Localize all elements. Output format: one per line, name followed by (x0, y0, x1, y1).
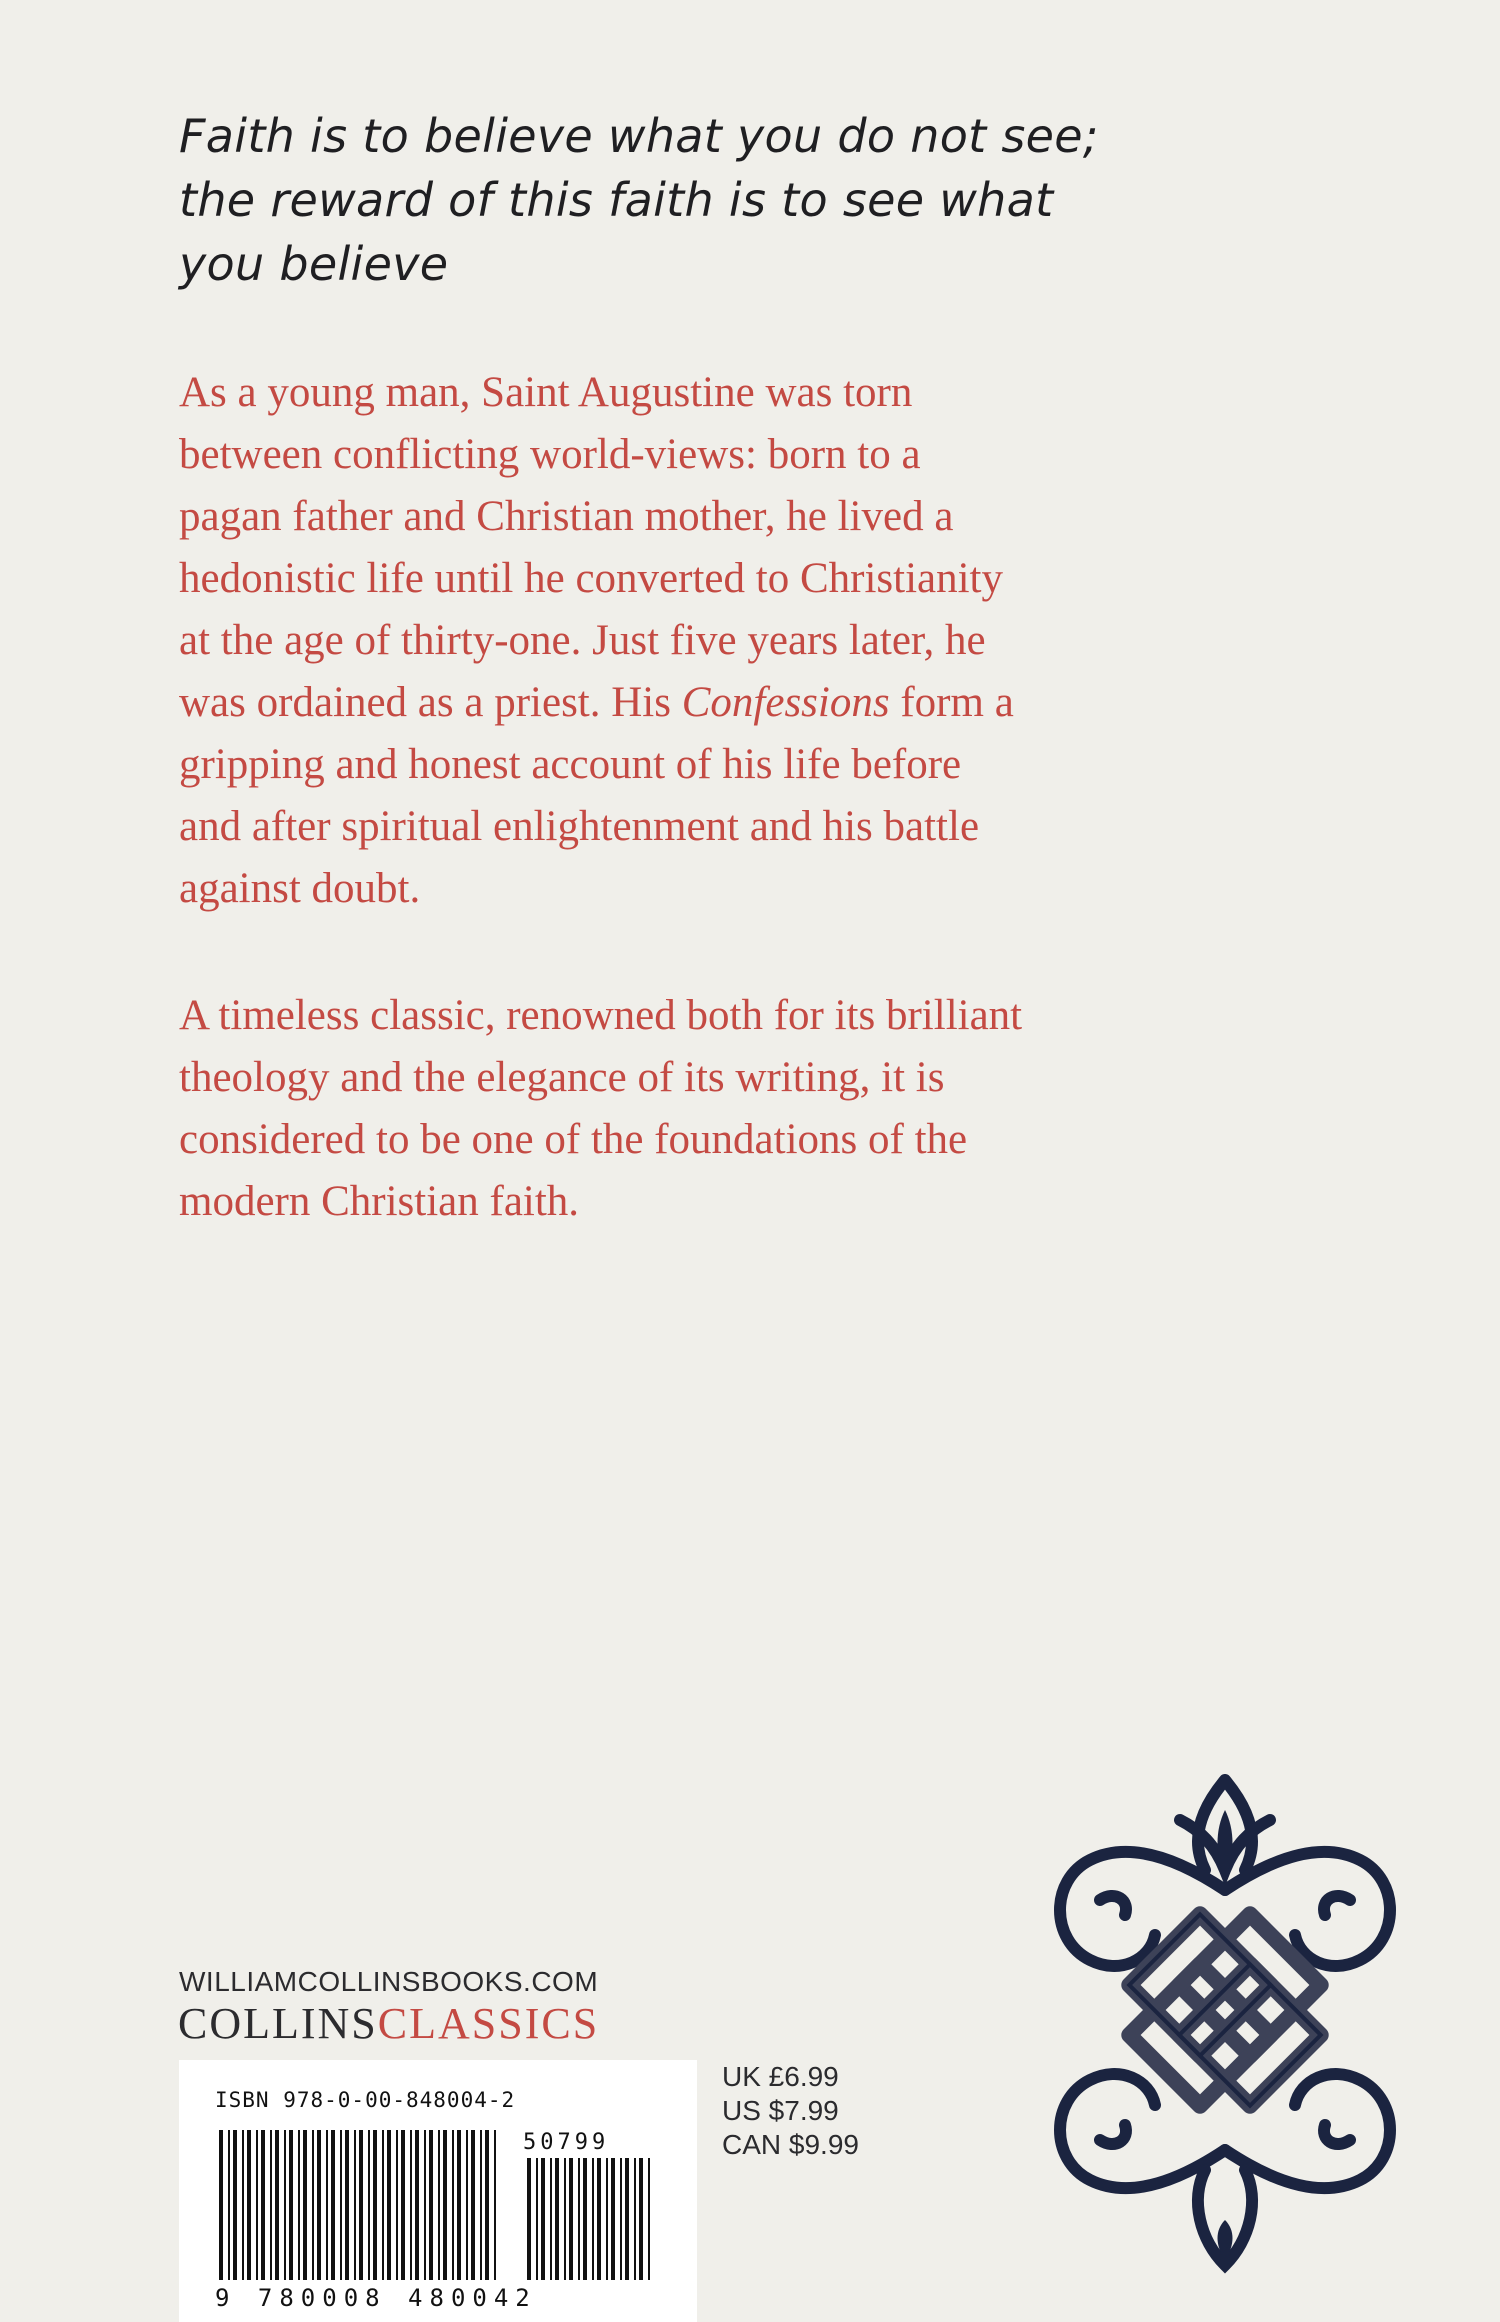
barcode-bar (620, 2158, 622, 2280)
barcode-bar (270, 2130, 272, 2280)
barcode-addon-digits: 50799 (523, 2130, 610, 2155)
barcode-bar (382, 2130, 384, 2280)
barcode-bar (634, 2158, 636, 2280)
barcode-bar (611, 2158, 615, 2280)
imprint-logo (178, 1998, 599, 2049)
epigraph-quote (179, 104, 1179, 296)
blurb-line: against doubt. (179, 865, 421, 912)
barcode-bar (471, 2130, 475, 2280)
barcode-bar (443, 2130, 447, 2280)
barcode-bar (345, 2130, 349, 2280)
barcode-bar (578, 2158, 580, 2280)
barcode-bar (541, 2158, 545, 2280)
barcode-bar (359, 2130, 363, 2280)
blurb-line: modern Christian faith. (179, 1178, 580, 1225)
barcode-bar (592, 2158, 594, 2280)
barcode-bar (606, 2158, 608, 2280)
barcode-bar (564, 2158, 566, 2280)
isbn-number: ISBN 978-0-00-848004-2 (215, 2088, 516, 2112)
barcode-bar (256, 2130, 258, 2280)
barcode-bar (648, 2158, 650, 2280)
barcode-bar (597, 2158, 601, 2280)
blurb-paragraph-1 (179, 362, 1179, 920)
blurb-line: As a young man, Saint Augustine was torn (179, 369, 913, 416)
blurb-line: theology and the elegance of its writing, it is (179, 1054, 945, 1101)
blurb-line: pagan father and Christian mother, he lived a (179, 493, 954, 540)
price-uk: UK £6.99 (722, 2061, 839, 2092)
celtic-knot-ornament-icon (1030, 1750, 1420, 2290)
barcode-bar (536, 2158, 538, 2280)
price-us: US $7.99 (722, 2095, 839, 2126)
barcode-panel (179, 2060, 697, 2322)
barcode-bar (639, 2158, 643, 2280)
barcode-bar (480, 2130, 482, 2280)
blurb-text: was ordained as a priest. His (179, 679, 682, 726)
blurb-text: form a (889, 679, 1014, 726)
barcode-bar (233, 2130, 237, 2280)
quote-line: you believe (179, 237, 449, 291)
barcode-bar (583, 2158, 587, 2280)
blurb-line: at the age of thirty-one. Just five years later, he (179, 617, 986, 664)
blurb-line: gripping and honest account of his life before (179, 741, 962, 788)
barcode-bar (284, 2130, 286, 2280)
price-can: CAN $9.99 (722, 2129, 859, 2160)
barcode-bar (410, 2130, 412, 2280)
barcode-bar (340, 2130, 342, 2280)
barcode-bar (424, 2130, 426, 2280)
publisher-website: WILLIAMCOLLINSBOOKS.COM (179, 1966, 599, 1997)
blurb-line: and after spiritual enlightenment and his battle (179, 803, 980, 850)
barcode-bar (415, 2130, 419, 2280)
barcode-bar (625, 2158, 629, 2280)
barcode-bar (429, 2130, 433, 2280)
barcode-bar (485, 2130, 489, 2280)
barcode-bar (401, 2130, 405, 2280)
barcode-bar (261, 2130, 265, 2280)
barcode-bar (219, 2130, 223, 2280)
barcode-bar (438, 2130, 440, 2280)
blurb-line: considered to be one of the foundations of the (179, 1116, 968, 1163)
barcode-bar (331, 2130, 335, 2280)
imprint-classics: CLASSICS (377, 1999, 600, 2048)
barcode-bar (466, 2130, 468, 2280)
barcode-bar (527, 2158, 531, 2280)
price-list (722, 2060, 859, 2162)
barcode-bar (457, 2130, 461, 2280)
blurb-line (179, 672, 1179, 734)
barcode-bar (550, 2158, 552, 2280)
quote-line: Faith is to believe what you do not see; (179, 109, 1099, 163)
barcode-bar (494, 2130, 496, 2280)
barcode-bar (569, 2158, 573, 2280)
barcode-bar (373, 2130, 377, 2280)
barcode-bar (326, 2130, 328, 2280)
barcode-digits: 9 780008 480042 (215, 2284, 537, 2312)
blurb-line: A timeless classic, renowned both for its brilliant (179, 992, 1023, 1039)
barcode-bar (275, 2130, 279, 2280)
barcode-bar (368, 2130, 370, 2280)
quote-line: the reward of this faith is to see what (179, 173, 1054, 227)
barcode-bar (387, 2130, 391, 2280)
barcode-bar (298, 2130, 300, 2280)
barcode-bar (247, 2130, 251, 2280)
barcode-bar (396, 2130, 398, 2280)
barcode-bar (289, 2130, 293, 2280)
imprint-collins: COLLINS (178, 1999, 378, 2048)
blurb-line: hedonistic life until he converted to Christianity (179, 555, 1003, 602)
barcode-bar (312, 2130, 314, 2280)
barcode-bar (354, 2130, 356, 2280)
book-title-italic: Confessions (681, 679, 890, 726)
barcode-bar (317, 2130, 321, 2280)
blurb-line: between conflicting world-views: born to a (179, 431, 921, 478)
barcode-bar (452, 2130, 454, 2280)
blurb-paragraph-2 (179, 985, 1179, 1233)
barcode-bar (555, 2158, 559, 2280)
barcode-bar (303, 2130, 307, 2280)
barcode-bar (242, 2130, 244, 2280)
barcode-bar (228, 2130, 230, 2280)
